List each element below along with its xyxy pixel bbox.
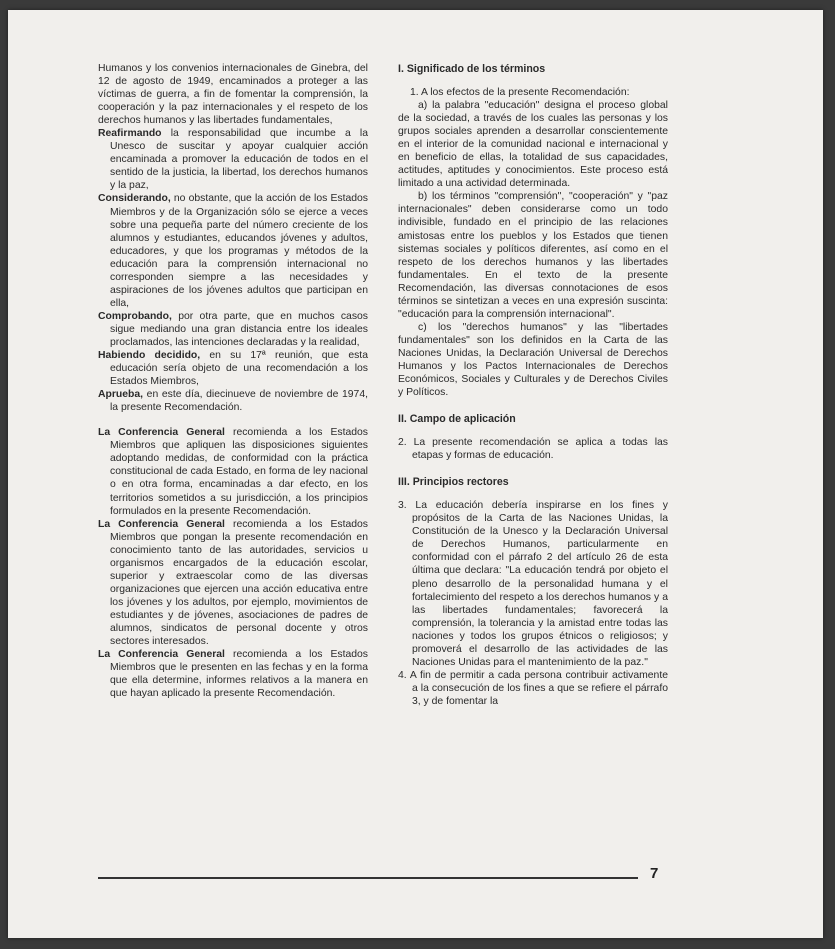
section-heading: III. Principios rectores: [398, 476, 509, 489]
keyword: Comprobando,: [98, 310, 172, 322]
paragraph-text: en este día, diecinueve de noviembre de 1974, la presente Recomendación.: [110, 389, 368, 414]
paragraph: a) la palabra "educación" designa el proceso global de la sociedad, a través de los cuales las personas y los grupos sociales aprenden a desarrollar conscientemente en el interior de la comunidad nacional e internacional y en beneficio de ellas, la totalidad de sus capacidades, actitudes, aptitudes y conocimientos. Este proceso está limitado a una actividad determinada.: [398, 100, 668, 190]
preamble-paragraph: [98, 192, 368, 309]
keyword: La Conferencia General: [98, 649, 225, 661]
paragraph: 1. A los efectos de la presente Recomendación:: [410, 87, 630, 98]
paragraph: c) los "derechos humanos" y las "libertades fundamentales" son los definidos en la Carta de las Naciones Unidas, la Declaración Universal de Derechos Humanos y los Pactos Internacionales de Derechos Económicos, Sociales y Culturales y de Derechos Civiles y Políticos.: [398, 321, 668, 399]
footer-rule: [98, 877, 638, 879]
conference-paragraph: [98, 426, 368, 517]
preamble-paragraph: [98, 349, 368, 388]
preamble-paragraph: [98, 388, 368, 414]
numbered-paragraph: 2. La presente recomendación se aplica a todas las etapas y formas de educación.: [398, 437, 668, 462]
preamble-paragraph: [98, 310, 368, 349]
right-column: [398, 62, 668, 708]
keyword: Reafirmando: [98, 128, 162, 140]
paragraph-text: recomienda a los Estados Miembros que le presenten en las fechas y en la forma que ella determine, informes relativos a la manera en que hayan aplicado la presente Recomendación.: [110, 649, 368, 700]
page-number: 7: [650, 865, 659, 882]
conference-paragraph: [98, 648, 368, 700]
preamble-continuation: Humanos y los convenios internacionales de Ginebra, del 12 de agosto de 1949, encaminados a proteger a las víctimas de guerra, a fin de fomentar la comprensión, la cooperación y la paz internacionales y el respeto de los derechos humanos y las libertades fundamentales,: [98, 63, 368, 127]
section-heading: I. Significado de los términos: [398, 63, 546, 75]
keyword: Aprueba,: [98, 389, 144, 401]
paragraph-text: recomienda a los Estados Miembros que apliquen las disposiciones siguientes adoptando medidas, de conformidad con la práctica constitucional de cada Estado, en forma de ley nacional o en otra forma, encaminadas a dar efecto, en los territorios sometidos a su jurisdicción, a los principios formulados en la presente Recomendación.: [110, 427, 368, 517]
numbered-paragraph: 4. A fin de permitir a cada persona contribuir activamente a la consecución de los fines a que se refiere el párrafo 3, y de fomentar la: [398, 669, 668, 707]
keyword: La Conferencia General: [98, 427, 225, 439]
paragraph: b) los términos "comprensión", "cooperación" y "paz internacionales" deben considerarse como un todo indivisible, fundado en el principio de las relaciones amistosas entre los pueblos y los Estados que tienen sistemas sociales y políticos diferentes, así como en el respeto de los derechos humanos y las libertades fundamentales. En el texto de la presente Recomendación, las diversas connotaciones de esos términos se sintetizan a veces en una expresión suscinta: "educación para la comprensión internacional".: [398, 191, 668, 320]
conference-paragraph: [98, 518, 368, 648]
paragraph-text: no obstante, que la acción de los Estados Miembros y de la Organización sólo se ejerce a veces sobre una pequeña parte del número creciente de los alumnos y estudiantes, educandos jóvenes y adultos, educadores, y que los programas y métodos de la educación para la comprensión internacional no corresponden siempre a las necesidades y aspiraciones de los jóvenes adultos que participan en ella,: [110, 193, 368, 309]
keyword: Habiendo decidido,: [98, 350, 201, 362]
paragraph-text: recomienda a los Estados Miembros que pongan la presente recomendación en conocimiento tanto de las autoridades, servicios u organismos encargados de la educación escolar, superior y extraescolar como de las diversas organizaciones que ejercen una acción educativa entre los jóvenes y los adultos, por ejemplo, movimientos de estudiantes y de jóvenes, asociaciones de padres de alumnos, sindicatos de personal docente y otros sectores interesados.: [110, 518, 368, 648]
keyword: Considerando,: [98, 193, 171, 205]
preamble-paragraph: [98, 127, 368, 192]
paragraph-text: en su 17ª reunión, que esta educación sería objeto de una recomendación a los Estados Miembros,: [110, 350, 368, 388]
numbered-paragraph: 3. La educación debería inspirarse en los fines y propósitos de la Carta de las Naciones Unidas, la Constitución de la Unesco y la Declaración Universal de Derechos Humanos, particularmente en conformidad con el párrafo 2 del artículo 26 de esta última que declara: "La educación tendrá por objeto el pleno desarrollo de la personalidad humana y el fortalecimiento del respeto a los derechos humanos y a las libertades fundamentales; favorecerá la comprensión, la tolerancia y la amistad entre todas las naciones y todos los grupos étnicos o religiosos; y promoverá el desarrollo de las actividades de las Naciones Unidas para el mantenimiento de la paz.": [398, 500, 668, 668]
keyword: La Conferencia General: [98, 518, 225, 530]
paragraph-text: por otra parte, que en muchos casos sigue mediando una gran distancia entre los ideales proclamados, las intenciones declaradas y la realidad,: [110, 310, 368, 348]
paragraph-text: la responsabilidad que incumbe a la Unesco de suscitar y apoyar cualquier acción encaminada a promover la educación de todos en el sentido de la justicia, la libertad, los derechos humanos y la paz,: [110, 128, 368, 192]
section-heading: II. Campo de aplicación: [398, 413, 516, 426]
left-column: [98, 62, 368, 700]
document-page: [8, 10, 823, 938]
